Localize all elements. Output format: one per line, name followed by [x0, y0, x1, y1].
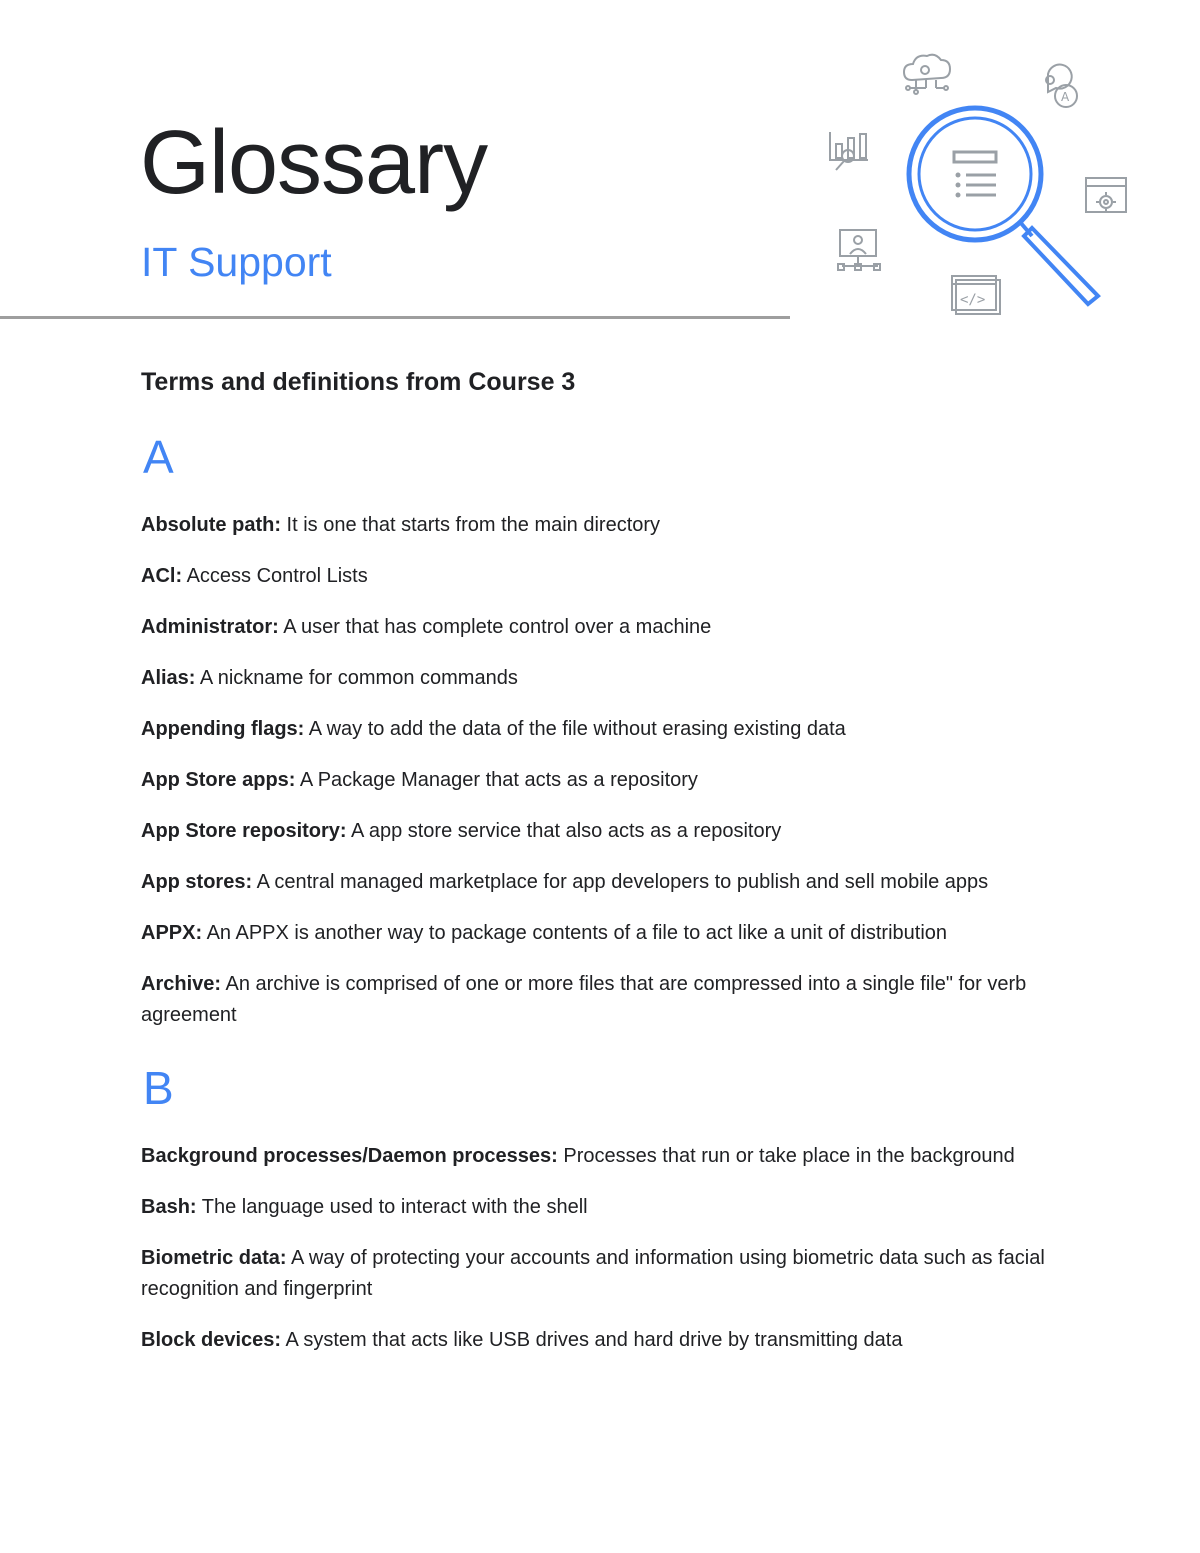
glossary-content [141, 366, 1051, 1376]
glossary-entry [141, 1192, 1051, 1223]
entry-term: Bash: [141, 1196, 197, 1218]
glossary-entry [141, 510, 1051, 541]
entry-term: Block devices: [141, 1329, 282, 1351]
glossary-entry [141, 867, 1051, 898]
glossary-entry [141, 714, 1051, 745]
entry-term: APPX: [141, 922, 203, 944]
entry-definition: A system that acts like USB drives and hard drive by transmitting data [281, 1329, 903, 1351]
entry-term: App Store apps: [141, 769, 296, 791]
glossary-entry [141, 816, 1051, 847]
chat-search-icon [1046, 65, 1077, 107]
entry-term: Archive: [141, 973, 222, 995]
entry-term: Background processes/Daemon processes: [141, 1145, 558, 1167]
settings-window-icon [1086, 178, 1126, 212]
svg-text:</>: </> [960, 292, 986, 308]
entry-definition: It is one that starts from the main directory [281, 514, 661, 536]
chart-search-icon [830, 132, 868, 170]
entry-term: Administrator: [141, 616, 279, 638]
entry-definition: A nickname for common commands [195, 667, 518, 689]
glossary-entry [141, 1325, 1051, 1356]
magnifier-document-icon [909, 108, 1098, 304]
user-network-icon [838, 230, 880, 270]
glossary-entry [141, 765, 1051, 796]
header-illustration [820, 40, 1140, 320]
entry-term: Appending flags: [141, 718, 305, 740]
entry-term: App Store repository: [141, 820, 347, 842]
entry-definition: Processes that run or take place in the background [557, 1145, 1015, 1167]
cloud-network-icon [904, 55, 950, 94]
entry-definition: A app store service that also acts as a repository [346, 820, 782, 842]
glossary-entry [141, 663, 1051, 694]
entry-definition: A Package Manager that acts as a repository [295, 769, 698, 791]
glossary-entry [141, 1141, 1051, 1172]
entry-definition: A way of protecting your accounts and information using biometric data such as facial recognition and fingerprint [141, 1247, 1045, 1300]
glossary-entry [141, 918, 1051, 949]
entry-definition: A way to add the data of the file without erasing existing data [304, 718, 846, 740]
entry-definition: An archive is comprised of one or more files that are compressed into a single file" for verb agreement [141, 973, 1027, 1026]
entry-definition: The language used to interact with the shell [196, 1196, 588, 1218]
entry-definition: An APPX is another way to package contents of a file to act like a unit of distribution [202, 922, 948, 944]
page-title: Glossary [140, 113, 488, 213]
letter-heading-b: B [143, 1062, 174, 1114]
entry-definition: A user that has complete control over a machine [278, 616, 712, 638]
header-divider [0, 316, 790, 319]
entry-term: ACl: [141, 565, 183, 587]
glossary-entry [141, 1243, 1051, 1305]
entry-term: Absolute path: [141, 514, 281, 536]
letter-heading-a: A [143, 431, 174, 483]
svg-text:A: A [1061, 90, 1070, 104]
entry-definition: A central managed marketplace for app developers to publish and sell mobile apps [252, 871, 989, 893]
entry-term: Alias: [141, 667, 196, 689]
entry-term: Biometric data: [141, 1247, 287, 1269]
page-subtitle: IT Support [141, 239, 332, 285]
glossary-entry [141, 561, 1051, 592]
entry-definition: Access Control Lists [182, 565, 368, 587]
glossary-entry [141, 612, 1051, 643]
entry-term: App stores: [141, 871, 253, 893]
code-window-icon [952, 276, 1000, 314]
glossary-entry [141, 969, 1051, 1031]
section-heading: Terms and definitions from Course 3 [141, 368, 576, 396]
